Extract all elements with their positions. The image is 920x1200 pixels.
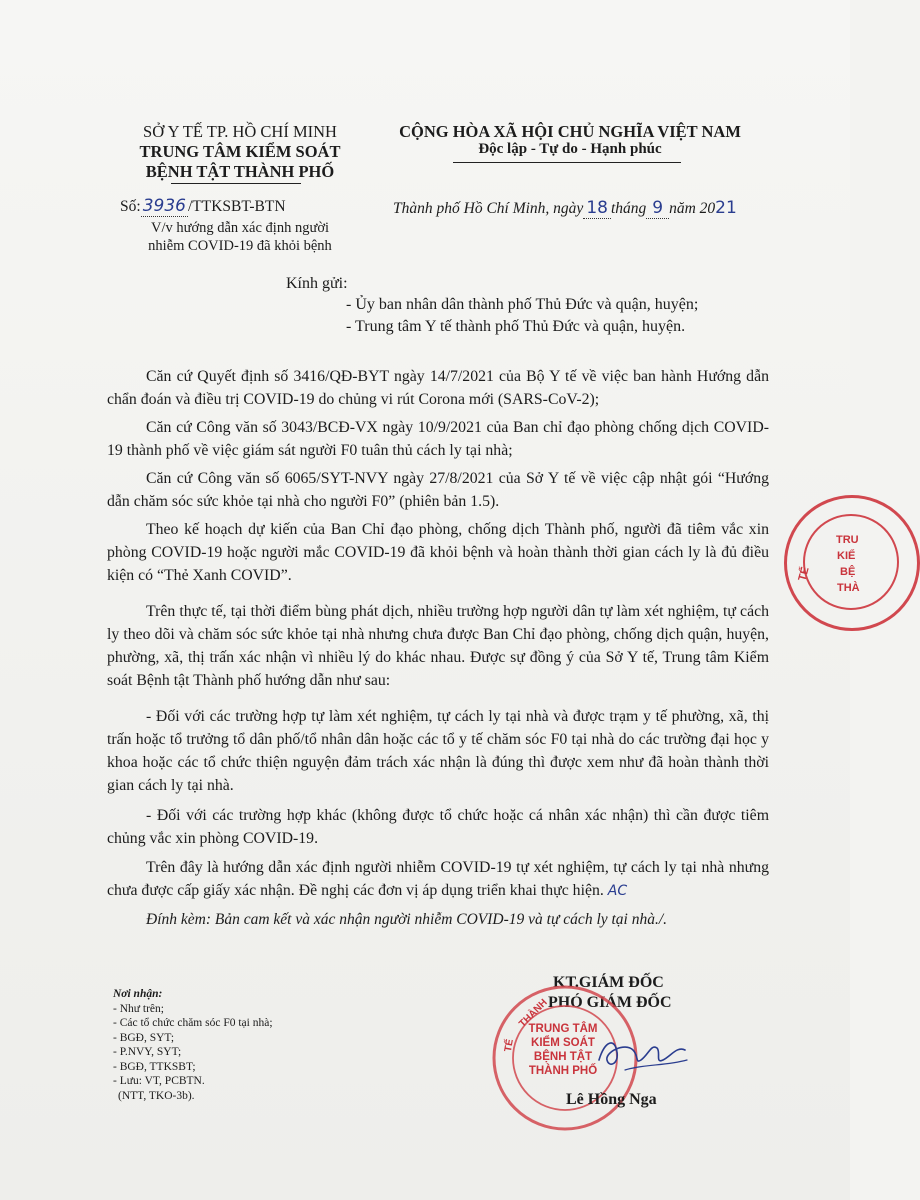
side-seal-line-4: THÀ bbox=[837, 582, 860, 594]
header-right-rule bbox=[453, 162, 681, 163]
date-year-handwritten: 21 bbox=[715, 198, 737, 218]
date-year-label: năm 20 bbox=[669, 200, 716, 217]
seal-ring-left: TẾ bbox=[502, 1038, 516, 1053]
recipient-1: - Ủy ban nhân dân thành phố Thủ Đức và quận, huyện; bbox=[346, 296, 699, 313]
paragraph-case-confirmed: - Đối với các trường hợp tự làm xét nghiệm, tự cách ly tại nhà và được trạm y tế phường, xã, thị trấn hoặc tổ trưởng tổ dân phố/tổ nhân dân hoặc các tổ y tế chăm sóc F0 tại nhà do các trường đại học y khoa hoặc các tổ chức thiện nguyện đảm trách xác nhận là đúng thì được xem như đã hoàn thành thời gian cách ly tại nhà. bbox=[107, 708, 769, 794]
seal-line-4: THÀNH PHỐ bbox=[528, 1065, 598, 1077]
distribution-item: - Lưu: VT, PCBTN. bbox=[113, 1075, 205, 1087]
distribution-item: - BGĐ, TTKSBT; bbox=[113, 1060, 196, 1073]
issue-date bbox=[393, 198, 737, 219]
signature-title-1: KT.GIÁM ĐỐC bbox=[553, 974, 664, 991]
nation-title: CỘNG HÒA XÃ HỘI CHỦ NGHĨA VIỆT NAM bbox=[399, 122, 741, 141]
distribution-item: - BGĐ, SYT; bbox=[113, 1031, 175, 1044]
seal-line-2: KIỂM SOÁT bbox=[531, 1037, 595, 1049]
side-seal-inner-ring bbox=[803, 514, 899, 610]
recipients-label: Kính gửi: bbox=[286, 275, 348, 292]
initial-mark: AC bbox=[607, 883, 628, 899]
header-left-rule bbox=[171, 183, 301, 184]
issuing-agency-line1: TRUNG TÂM KIỂM SOÁT bbox=[139, 142, 341, 161]
seal-line-3: BỆNH TẬT bbox=[533, 1051, 593, 1063]
distribution-item: (NTT, TKO-3b). bbox=[118, 1089, 195, 1102]
date-day: 18 bbox=[583, 198, 611, 219]
paragraph-plan: Theo kế hoạch dự kiến của Ban Chỉ đạo phòng, chống dịch Thành phố, người đã tiêm vắc xin phòng COVID-19 hoặc người mắc COVID-19 đã khỏi bệnh và hoàn thành thời gian cách ly là đủ điều kiện có “Thẻ Xanh COVID”. bbox=[107, 521, 769, 584]
number-suffix: /TTKSBT-BTN bbox=[187, 198, 286, 215]
paragraph-conclusion: Trên đây là hướng dẫn xác định người nhiễm COVID-19 tự xét nghiệm, tự cách ly tại nhà nhưng chưa được cấp giấy xác nhận. Đề nghị các đơn vị áp dụng triển khai thực hiện. AC bbox=[107, 859, 769, 899]
seal-text bbox=[527, 1022, 599, 1078]
paragraph-case-other: - Đối với các trường hợp khác (không được tổ chức hoặc cá nhân xác nhận) thì cần được tiêm chủng vắc xin phòng COVID-19. bbox=[107, 807, 769, 847]
number-handwritten: 3936 bbox=[142, 196, 186, 216]
signature-title-2: PHÓ GIÁM ĐỐC bbox=[548, 994, 672, 1011]
subject-line-2: nhiễm COVID-19 đã khỏi bệnh bbox=[148, 238, 332, 254]
recipient-2: - Trung tâm Y tế thành phố Thủ Đức và quận, huyện. bbox=[346, 318, 686, 335]
paragraph-legal-basis-3: Căn cứ Công văn số 6065/SYT-NVY ngày 27/8/2021 của Sở Y tế về việc cập nhật gói “Hướng dẫn chăm sóc sức khỏe tại nhà cho người F0” (phiên bản 1.5). bbox=[107, 470, 769, 510]
seal-ring-top: THÀNH bbox=[517, 997, 550, 1030]
number-prefix: Số: bbox=[120, 198, 141, 215]
issuing-agency-line2: BỆNH TẬT THÀNH PHỐ bbox=[145, 162, 335, 181]
paragraph-legal-basis-2: Căn cứ Công văn số 3043/BCĐ-VX ngày 10/9/2021 của Ban chỉ đạo phòng chống dịch COVID-19 thành phố về việc giám sát người F0 tuân thủ cách ly tại nhà; bbox=[107, 419, 769, 459]
side-seal-line-2: KIỂ bbox=[837, 550, 856, 562]
distribution-item: - Như trên; bbox=[113, 1002, 164, 1015]
paragraph-legal-basis-1: Căn cứ Quyết định số 3416/QĐ-BYT ngày 14/7/2021 của Bộ Y tế về việc ban hành Hướng dẫn chẩn đoán và điều trị COVID-19 do chủng vi rút Corona mới (SARS-CoV-2); bbox=[107, 368, 769, 408]
side-seal-ring-text: TẾ bbox=[796, 565, 812, 583]
paragraph-situation: Trên thực tế, tại thời điểm bùng phát dịch, nhiều trường hợp người dân tự làm xét nghiệm, tự cách ly theo dõi và chăm sóc sức khỏe tại nhà nhưng chưa được Ban Chỉ đạo phòng, chống dịch quận, huyện, phường, xã, thị trấn xác nhận vì nhiều lý do khác nhau. Được sự đồng ý của Sở Y tế, Trung tâm Kiểm soát Bệnh tật Thành phố hướng dẫn như sau: bbox=[107, 603, 769, 689]
side-seal bbox=[784, 495, 920, 631]
side-seal-line-3: BỆ bbox=[840, 566, 856, 578]
attachment-note: Đính kèm: Bản cam kết và xác nhận người nhiễm COVID-19 và tự cách ly tại nhà./. bbox=[146, 911, 668, 928]
date-month-label: tháng bbox=[610, 200, 647, 217]
date-month: 9 bbox=[646, 198, 669, 219]
signer-name: Lê Hồng Nga bbox=[566, 1091, 657, 1108]
national-motto: Độc lập - Tự do - Hạnh phúc bbox=[478, 141, 662, 157]
date-prefix: Thành phố Hồ Chí Minh, ngày bbox=[393, 200, 584, 217]
distribution-item: - P.NVY, SYT; bbox=[113, 1046, 182, 1058]
distribution-label: Nơi nhận: bbox=[113, 988, 163, 1000]
distribution-list bbox=[113, 987, 273, 1103]
side-seal-line-1: TRU bbox=[836, 534, 859, 546]
handwritten-signature bbox=[595, 1030, 690, 1075]
distribution-item: - Các tổ chức chăm sóc F0 tại nhà; bbox=[113, 1017, 273, 1029]
issuing-agency-parent: SỞ Y TẾ TP. HỒ CHÍ MINH bbox=[143, 122, 337, 141]
subject-line-1: V/v hướng dẫn xác định người bbox=[150, 220, 330, 236]
seal-line-1: TRUNG TÂM bbox=[528, 1023, 598, 1035]
document-number bbox=[120, 196, 286, 217]
